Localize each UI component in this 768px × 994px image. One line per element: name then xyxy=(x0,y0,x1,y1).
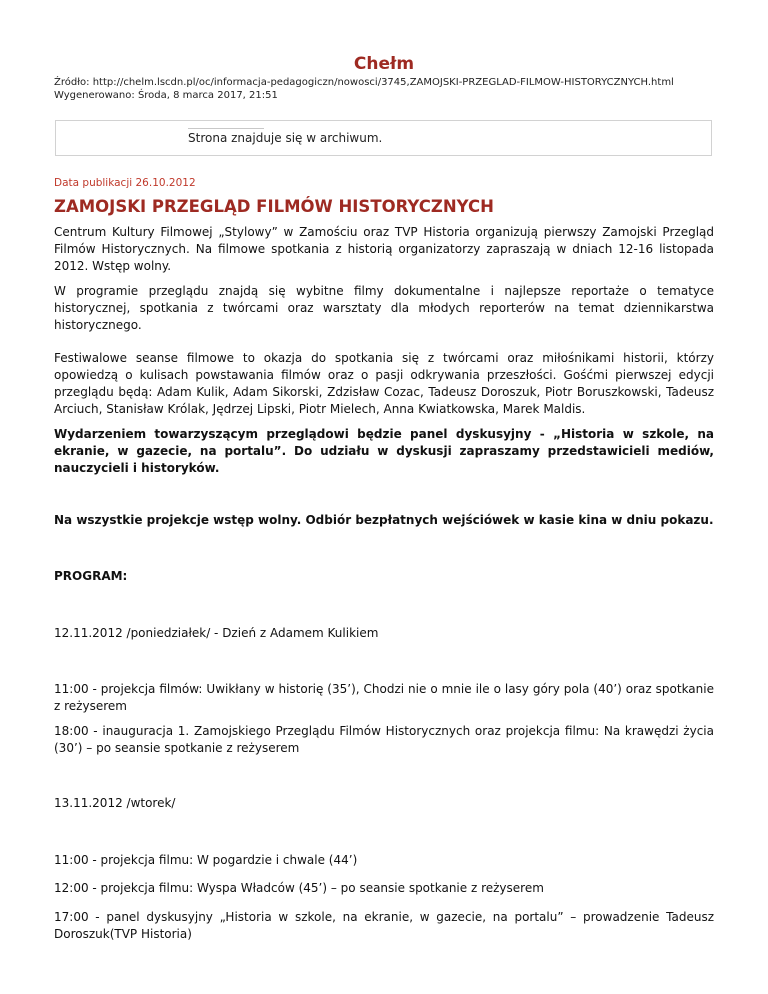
panel-paragraph: Wydarzeniem towarzyszącym przeglądowi będzie panel dyskusyjny - „Historia w szkole, na ekranie, w gazecie, na portalu”. Do udziału w dyskusji zapraszamy przedstawicieli mediów, nauczycieli i historyków. xyxy=(54,427,714,475)
source-url: Źródło: http://chelm.lscdn.pl/oc/informacja-pedagogiczn/nowosci/3745,ZAMOJSKI-PRZEGLAD-FILMOW-HISTORYCZNYCH.html xyxy=(54,77,674,88)
archive-notice: Strona znajduje się w archiwum. xyxy=(188,131,383,145)
schedule-item: 18:00 - inauguracja 1. Zamojskiego Przeglądu Filmów Historycznych oraz projekcja filmu: Na krawędzi życia (30’) – po seansie spotkanie z reżyserem xyxy=(54,724,714,755)
publication-date: Data publikacji 26.10.2012 xyxy=(54,177,196,189)
intro-paragraph: Centrum Kultury Filmowej „Stylowy” w Zamościu oraz TVP Historia organizują pierwszy Zamojski Przegląd Filmów Historycznych. Na filmowe spotkania z historią organizatorzy zapraszają w dniach 12-16 listopada 2012. Wstęp wolny. xyxy=(54,225,714,273)
archive-notice-box xyxy=(55,120,712,156)
entry-info: Na wszystkie projekcje wstęp wolny. Odbiór bezpłatnych wejściówek w kasie kina w dniu pokazu. xyxy=(54,513,714,527)
program-heading: PROGRAM: xyxy=(54,569,128,583)
divider xyxy=(188,128,264,129)
day-heading: 13.11.2012 /wtorek/ xyxy=(54,796,176,810)
schedule-item: 17:00 - panel dyskusyjny „Historia w szkole, na ekranie, w gazecie, na portalu” – prowadzenie Tadeusz Doroszuk(TVP Historia) xyxy=(54,910,714,941)
article-title: ZAMOJSKI PRZEGLĄD FILMÓW HISTORYCZNYCH xyxy=(54,197,494,216)
schedule-item: 12:00 - projekcja filmu: Wyspa Władców (45’) – po seansie spotkanie z reżyserem xyxy=(54,881,544,895)
schedule-item: 11:00 - projekcja filmu: W pogardzie i chwale (44’) xyxy=(54,853,358,867)
schedule-item: 11:00 - projekcja filmów: Uwikłany w historię (35’), Chodzi nie o mnie ile o lasy góry pola (40’) oraz spotkanie z reżyserem xyxy=(54,682,714,713)
program-description: W programie przeglądu znajdą się wybitne filmy dokumentalne i najlepsze reportaże o tematyce historycznej, spotkania z twórcami oraz warsztaty dla młodych reporterów na temat dziennikarstwa historycznego. xyxy=(54,284,714,332)
festival-paragraph: Festiwalowe seanse filmowe to okazja do spotkania się z twórcami oraz miłośnikami historii, którzy opowiedzą o kulisach powstawania filmów oraz o pasji odkrywania przeszłości. Gośćmi pierwszej edycji przeglądu będą: Adam Kulik, Adam Sikorski, Zdzisław Cozac, Tadeusz Doroszuk, Piotr Boruszkowski, Tadeusz Arciuch, Stanisław Królak, Jędrzej Lipski, Piotr Mielech, Anna Kwiatkowska, Marek Maldis. xyxy=(54,351,714,416)
site-title: Chełm xyxy=(353,54,415,74)
day-heading: 12.11.2012 /poniedziałek/ - Dzień z Adamem Kulikiem xyxy=(54,626,379,640)
generated-date: Wygenerowano: Środa, 8 marca 2017, 21:51 xyxy=(54,90,278,101)
